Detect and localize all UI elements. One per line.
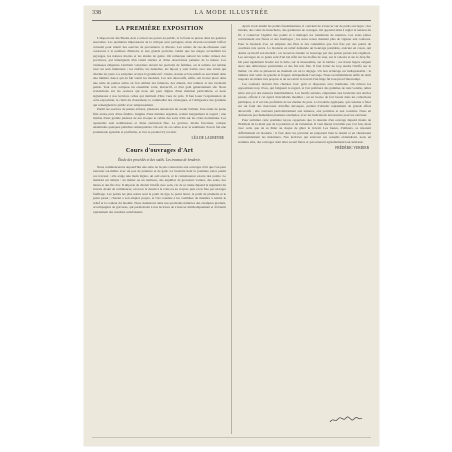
course-title: Cours d'ouvrages d'Art [125, 147, 194, 154]
left-column [93, 24, 226, 214]
journal-title: LA MODE ILLUSTRÉE [194, 10, 269, 16]
page-sheet [84, 6, 379, 446]
section-divider [149, 144, 171, 145]
article-body-continued: Parmi les oeuvres de jeunes artistes, plusieurs annoncent un avenir brillant. Une étude de jeune fille assise près d'une fenêtre, baignée d'une lumière argentée, retient longuement le regard ; une marine d'une grande justesse de ton évoque le calme des soirs d'été sur les côtes normandes. Les aquarelles sont nombreuses et d'une exécution fine. La gravure, moins favorisée, compte néanmoins quelques planches remarquables. On sort de ces salles avec le sentiment d'avoir fait une promenade agréable et profitable, et l'on se promet d'y revenir. [93, 107, 227, 134]
article-body: L'inspectorat des Beaux-Arts a ouvert ses portes au public, et la foule se presse dans les galeries nouvelles. Les premières impressions de la critique sont partagées, mais chacun reconnaît l'effort consenti pour réunir des oeuvres de provenance si diverse. Les salons du rez-de-chaussée sont consacrés à la peinture d'histoire et aux grands portraits, tandis que les étages accueillent les paysages, les natures mortes et les études de genre. On remarque surtout les toiles venues des provinces, qui témoignent d'un talent sincère et d'une observation patiente de la nature. Les visiteuses élégantes s'arrêtent volontiers devant les portraits de femmes, où la toilette est rendue avec un soin minutieux ; les étoffes, les dentelles, les bijoux y sont traités avec une vérité qui charme les yeux. La sculpture occupe la grande nef : bustes, statues et bas-reliefs se succèdent dans une lumière douce qui en fait valoir les modelés. Les arts décoratifs, enfin, ont trouvé place dans une série de petites salles où l'on admire des faïences, des émaux, des reliures et des éventails peints. Tout cela compose un ensemble varié, instructif, et d'un goût généralement sûr. Nous reviendrons sur les oeuvres qui nous ont paru dignes d'une mention particulière, et nous signalerons à nos lectrices celles qui méritent d'être vues de près. Il faut louer l'organisation de cette exposition, la clarté du classement, la commodité des catalogues, et l'obligeance des gardiens qui renseignent le public avec empressement. [93, 36, 227, 107]
course-body-continued: Après avoir étudié les points fondamentaux, il convient de s'exercer sur de petits ouvrages : des bandes, des coins de mouchoirs, des garnitures de corsages. On apprend ainsi à régler la tension du fil, à conserver l'égalité des points et à ménager les transitions de nuances. Les soies plates conviennent aux fleurs et aux feuillages ; les soies torses donnent plus de vigueur aux contours. Pour la broderie d'or, on emploie des filés et des cannetilles que l'on fixe par des points de couchure très serrés. La broderie en relief demande un bourrage préalable, exécuté en coton, qui donne au motif son modelé ; on recouvre ensuite ce bourrage par des points passés très réguliers. Les ouvrages de ce genre sont d'un bel effet sur les étoffes de soie, sur le velours et sur le drap fin. On peut également broder sur le tulle, sur la mousseline, sur la batiste ; ces tissus légers exigent alors une délicatesse particulière et des fils très fins. Il faut éviter de trop tendre l'étoffe sur le métier, car elle se plisserait au moment où on la dégage. Un bon éclairage est indispensable : la lumière doit venir de gauche et frapper obliquement l'ouvrage. Nous recommandons enfin de tenir toujours les mains très propres et de recouvrir le travail d'un linge fin lorsqu'on l'interrompt. [238, 24, 372, 82]
handwritten-signature-mark [329, 416, 363, 424]
course-body: Nous commencerons aujourd'hui une série de leçons consacrées aux ouvrages d'art que l'on peut exécuter soi-même avec un peu de patience et de goût. La broderie tient la première place parmi ces travaux : elle exige une main légère, un oeil exercé, et la connaissance exacte des points. Le matériel est simple : un métier ou un tambour, des aiguilles de grosseurs variées, des soies, des laines et des fils d'or. Il importe de choisir l'étoffe avec soin, car de sa trame dépend la régularité du travail. Avant de commencer, on trace le dessin à la craie ou au crayon, puis on le fixe par un léger faufilage. Les points les plus usités sont le point de tige, le point lancé, le point de plumetis et le point passé ; chacun a son emploi propre, et l'art consiste à les combiner de manière à rendre le relief et la couleur du modèle. Nous donnerons dans nos prochains numéros des exemples gradués, accompagnés de gravures, qui permettront à nos lectrices de s'exercer méthodiquement et d'obtenir rapidement des résultats satisfaisants. [93, 164, 227, 214]
author-signature: LÉA DE LAUBEYRE [191, 135, 224, 140]
course-author-signature: FRÉDÉRIC VERDIER [335, 146, 369, 151]
course-body-colors: Les couleurs doivent être choisies avec goût et disposées avec harmonie. On évitera les oppositions trop vives, qui fatiguent le regard, et l'on préférera des gammes de tons voisins, reliés entre eux par des nuances intermédiaires. Les motifs anciens, empruntés aux broderies des siècles passés, offrent à cet égard d'excellents modèles ; on en trouve de fort beaux dans les collections publiques, et il est très profitable de les étudier de près. La broderie appliquée, qui consiste à fixer sur un fond des morceaux d'étoffes découpés, permet d'obtenir rapidement de grands effets décoratifs ; elle convient particulièrement aux tentures, aux portières et aux coussins. Nous en donnerons prochainement plusieurs exemples, avec les indications nécessaires pour les exécuter. [238, 81, 372, 118]
page-number: 338 [92, 10, 101, 16]
footer-rule [92, 437, 371, 438]
section-title: LA PREMIÈRE EXPOSITION [115, 26, 204, 32]
right-column [238, 24, 371, 152]
page-header [92, 10, 371, 20]
header-rule [92, 20, 371, 21]
course-body-conclusion: Pour terminer cette première leçon, rappelons que la réussite d'un ouvrage dépend moins de l'habileté de la main que de la patience et de l'attention. Il vaut mieux travailler peu à la fois, mais avec soin, que de se hâter au risque de gâter le travail. Les fautes, d'ailleurs, se réparent difficilement en broderie ; il faut donc les prévenir en préparant bien le dessin et en choisissant convenablement les matériaux. Nos lectrices qui suivront ces conseils obtiendront, nous en sommes sûrs, des ouvrages dont elles seront fières et qui orneront agréablement leur intérieur. [238, 117, 372, 144]
course-subtitle: Étude des procédés et des outils. Les travaux de broderie. [118, 157, 201, 162]
column-divider [231, 24, 232, 434]
